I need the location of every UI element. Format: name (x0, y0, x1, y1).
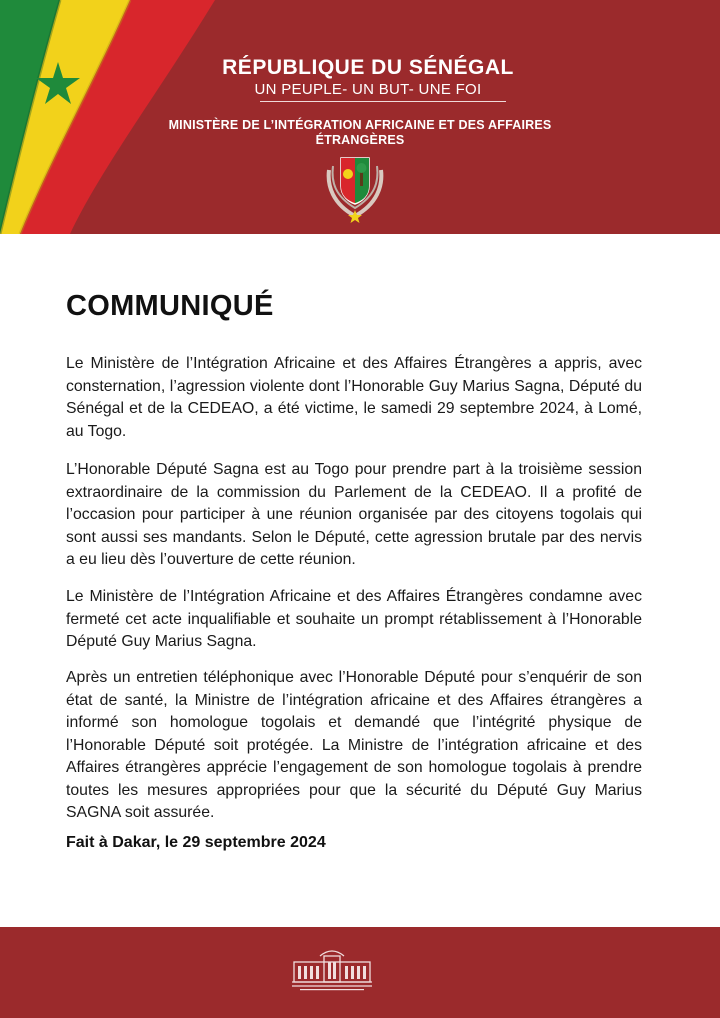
document-title: COMMUNIQUÉ (66, 290, 274, 322)
paragraph-2: L’Honorable Député Sagna est au Togo pour prendre part à la troisième session extraordinaire de la commission du Parlement de la CEDEAO. Il a profité de l’occasion pour participer à une réunion organisée par des citoyens togolais qui sont aussi ses mandants. Selon le Député, cette agression brutale par des nervis a eu lieu dès l’ouverture de cette réunion. (66, 461, 642, 568)
signoff-line: Fait à Dakar, le 29 septembre 2024 (66, 834, 326, 851)
national-motto: UN PEUPLE- UN BUT- UNE FOI (254, 81, 482, 98)
republic-title: RÉPUBLIQUE DU SÉNÉGAL (222, 56, 514, 79)
paragraph-3: Le Ministère de l’Intégration Africaine et des Affaires Étrangères condamne avec fermeté cet acte inqualifiable et souhaite un prompt rétablissement à l’Honorable Député Guy Marius Sagna. (66, 588, 642, 650)
motto-divider (260, 101, 506, 102)
ministry-name (0, 118, 720, 148)
ministry-name-line1: MINISTÈRE DE L’INTÉGRATION AFRICAINE ET DES AFFAIRES (168, 118, 552, 132)
building-logo-icon (290, 946, 374, 992)
paragraph-4: Après un entretien téléphonique avec l’Honorable Député pour s’enquérir de son état de santé, la Ministre de l’intégration africaine et des Affaires étrangères a informé son homologue togolais et demandé que l’intégrité physique de l’Honorable Député soit protégée. La Ministre de l’intégration africaine et des Affaires étrangères apprécie l’engagement de son homologue togolais à prendre toutes les mesures appropriées pour que la sécurité du Député Guy Marius SAGNA soit assurée. (66, 669, 642, 821)
header-band (0, 0, 720, 234)
senegal-flag-icon (0, 0, 240, 234)
ministry-emblem-icon (323, 152, 387, 224)
ministry-name-line2: ÉTRANGÈRES (315, 133, 405, 147)
paragraph-1: Le Ministère de l’Intégration Africaine et des Affaires Étrangères a appris, avec consternation, l’agression violente dont l’Honorable Guy Marius Sagna, Député du Sénégal et de la CEDEAO, a été victime, le samedi 29 septembre 2024, à Lomé, au Togo. (66, 355, 642, 440)
